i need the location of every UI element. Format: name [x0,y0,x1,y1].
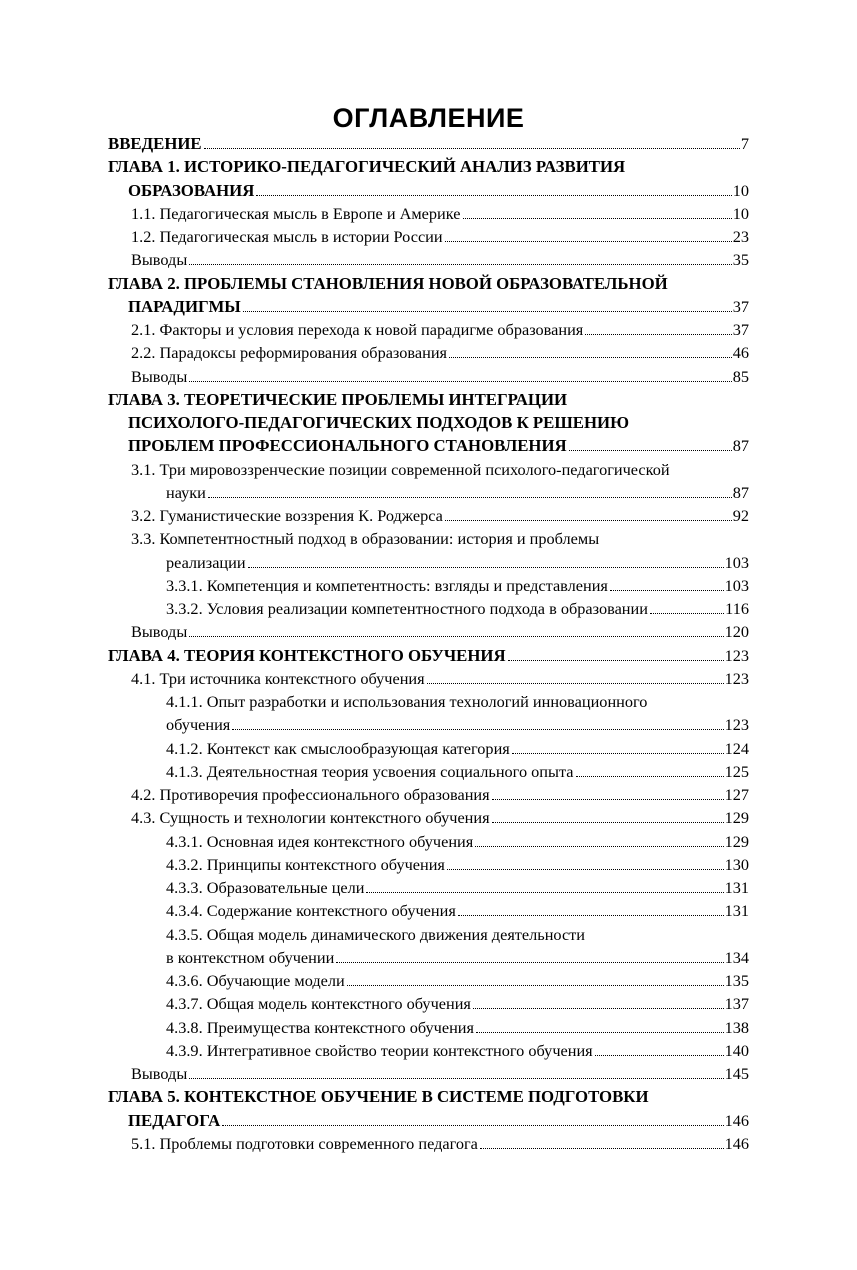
toc-page-number: 127 [724,785,749,804]
toc-entry[interactable] [166,969,749,992]
toc-page-number: 125 [724,761,749,781]
toc-page-number: 37 [732,296,749,316]
dot-leader [480,1147,724,1149]
toc-entry-title: ПСИХОЛОГО-ПЕДАГОГИЧЕСКИХ ПОДХОДОВ К РЕШЕНИЮ [128,413,629,432]
toc-entry-title: ГЛАВА 3. ТЕОРЕТИЧЕСКИЕ ПРОБЛЕМЫ ИНТЕГРАЦИИ [108,389,568,409]
toc-entry[interactable] [128,434,749,457]
toc-entry-title: Выводы [131,250,188,270]
toc-entry[interactable] [166,992,749,1015]
toc-page-number: 116 [725,599,749,618]
toc-entry[interactable] [131,527,749,550]
toc-entry[interactable] [166,899,749,922]
toc-entry-title: 4.3.1. Основная идея контекстного обучения [166,831,474,851]
toc-entry-title: науки [166,482,206,502]
dot-leader [336,961,723,963]
dot-leader [569,449,732,451]
toc-entry-title: 4.3.4. Содержание контекстного обучения [166,901,456,921]
toc-page-number: 10 [732,203,749,223]
toc-entry[interactable] [108,644,749,667]
toc-page-number: 7 [740,134,749,153]
dot-leader [458,914,724,916]
toc-page-number: 131 [724,901,749,921]
dot-leader [189,635,723,637]
dot-leader [366,891,723,893]
dot-leader [232,728,723,730]
dot-leader [492,798,724,800]
dot-leader [204,147,740,149]
toc-entry[interactable] [166,853,749,876]
toc-page-number: 123 [724,668,749,688]
toc-entry-title: обучения [166,715,231,735]
toc-entry-title: в контекстном обучении [166,947,335,967]
toc-entry-title: 4.3.5. Общая модель динамического движения деятельности [166,924,586,944]
toc-entry[interactable] [131,806,749,829]
toc-entry-title: 3.3.1. Компетенция и компетентность: взгляды и представления [166,575,608,595]
toc-entry-title: ПРОБЛЕМ ПРОФЕССИОНАЛЬНОГО СТАНОВЛЕНИЯ [128,436,567,456]
dot-leader [347,984,724,986]
toc-page-number: 92 [732,506,749,525]
toc-page-number: 130 [724,854,749,874]
toc-entry[interactable] [166,713,749,736]
toc-entry-title: 4.3.3. Образовательные цели [166,878,365,897]
dot-leader [445,519,732,521]
dot-leader [576,775,724,777]
toc-page-number: 135 [724,971,749,990]
dot-leader [473,1007,724,1009]
toc-entry-title: ПЕДАГОГА [128,1110,221,1130]
toc-entry[interactable] [108,1085,749,1108]
toc-entry[interactable] [128,295,749,318]
toc-entry-title: реализации [166,552,246,572]
dot-leader [256,194,731,196]
toc-page-number: 138 [724,1017,749,1037]
toc-entry[interactable] [128,411,749,434]
dot-leader [650,612,724,614]
dot-leader [512,752,724,754]
toc-entry-title: ГЛАВА 1. ИСТОРИКО-ПЕДАГОГИЧЕСКИЙ АНАЛИЗ РАЗВИТИЯ [108,157,626,177]
toc-entry[interactable] [166,737,749,760]
dot-leader [189,263,731,265]
toc-entry[interactable] [166,876,749,899]
toc-entry[interactable] [128,1109,749,1132]
page-title: ОГЛАВЛЕНИЕ [332,103,525,133]
dot-leader [492,821,724,823]
toc-page-number: 146 [724,1110,749,1130]
dot-leader [222,1124,723,1126]
toc-entry[interactable] [131,458,749,481]
toc-entry[interactable] [131,504,749,527]
toc-entry-title: 4.3. Сущность и технологии контекстного обучения [131,808,490,828]
toc-page-number: 10 [732,180,749,200]
toc-entry[interactable] [166,923,749,946]
toc-entry[interactable] [131,225,749,248]
toc-page-number: 37 [732,320,749,339]
toc-entry[interactable] [131,667,749,690]
toc-entry-title: ПАРАДИГМЫ [128,296,241,316]
toc-entry[interactable] [166,946,749,969]
dot-leader [189,1077,723,1079]
toc-page-number: 129 [724,831,749,851]
toc-entry-title: ОБРАЗОВАНИЯ [128,180,255,200]
toc-page-number: 146 [724,1133,749,1153]
toc-entry[interactable] [166,481,749,504]
toc-entry-title: ГЛАВА 5. КОНТЕКСТНОЕ ОБУЧЕНИЕ В СИСТЕМЕ ПОДГОТОВКИ [108,1087,649,1107]
toc-page-number: 103 [724,552,749,572]
toc-entry-title: 4.3.2. Принципы контекстного обучения [166,854,445,874]
toc-entry-title: 4.3.8. Преимущества контекстного обучения [166,1017,474,1037]
toc-entry[interactable] [108,155,749,178]
toc-entry-title: 2.2. Парадоксы реформирования образования [131,343,448,363]
toc-page-number: 85 [732,366,749,386]
dot-leader [508,659,724,661]
toc-page-number: 123 [724,715,749,735]
toc-entry[interactable] [131,248,749,271]
toc-entry[interactable] [131,620,749,643]
toc-entry-title: 3.2. Гуманистические воззрения К. Роджерса [131,506,443,525]
toc-entry-title: 4.1.3. Деятельностная теория усвоения социального опыта [166,761,574,781]
toc-entry[interactable] [166,830,749,853]
toc-entry-title: 4.2. Противоречия профессионального образования [131,785,490,804]
toc-page-number: 137 [724,994,749,1014]
toc-page-number: 103 [724,575,749,595]
toc-page-number: 131 [724,878,749,897]
toc-entry-title: 4.3.9. Интегративное свойство теории контекстного обучения [166,1040,593,1060]
toc-page-number: 23 [732,227,749,246]
toc-entry[interactable] [131,365,749,388]
toc-entry[interactable] [166,574,749,597]
dot-leader [610,589,724,591]
toc-entry[interactable] [166,760,749,783]
toc-page-number: 134 [724,947,749,967]
toc-page-number: 35 [732,250,749,270]
toc-entry[interactable] [166,1039,749,1062]
toc-page-number: 145 [724,1064,749,1083]
toc-page-number: 46 [732,343,749,363]
toc-entry-title: 4.1. Три источника контекстного обучения [131,668,425,688]
toc-page-number: 123 [724,645,749,665]
dot-leader [476,1031,724,1033]
toc-entry-title: 4.3.6. Обучающие модели [166,971,345,990]
toc-entry[interactable] [108,388,749,411]
toc-entry-title: 4.1.1. Опыт разработки и использования технологий инновационного [166,692,648,711]
dot-leader [447,868,724,870]
toc-entry-title: Выводы [131,622,188,642]
dot-leader [208,496,732,498]
toc-entry-title: ГЛАВА 2. ПРОБЛЕМЫ СТАНОВЛЕНИЯ НОВОЙ ОБРАЗОВАТЕЛЬНОЙ [108,273,668,293]
dot-leader [243,310,732,312]
toc-entry-title: 1.1. Педагогическая мысль в Европе и Америке [131,203,461,223]
dot-leader [427,682,724,684]
toc-entry[interactable] [131,202,749,225]
dot-leader [445,240,732,242]
toc-entry[interactable] [131,341,749,364]
toc-entry[interactable] [166,597,749,620]
toc-entry-title: 3.1. Три мировоззренческие позиции современной психолого-педагогической [131,459,670,479]
toc-entry-title: Выводы [131,1064,188,1083]
dot-leader [585,333,731,335]
toc-entry[interactable] [166,1016,749,1039]
dot-leader [248,566,724,568]
toc-entry-title: Выводы [131,366,188,386]
toc-page-number: 140 [724,1040,749,1060]
toc-entry-title: 2.1. Факторы и условия перехода к новой парадигме образования [131,320,584,339]
toc-entry[interactable] [108,272,749,295]
dot-leader [463,217,732,219]
toc-entry-title: 3.3. Компетентностный подход в образовании: история и проблемы [131,529,600,549]
toc-page-number: 129 [724,808,749,828]
toc-entry-title: ГЛАВА 4. ТЕОРИЯ КОНТЕКСТНОГО ОБУЧЕНИЯ [108,645,506,665]
dot-leader [449,356,732,358]
toc-entry-title: 4.3.7. Общая модель контекстного обучения [166,994,471,1014]
toc-page-number: 124 [724,738,749,758]
toc-entry-title: ВВЕДЕНИЕ [108,134,202,153]
toc-page-number: 87 [732,436,749,456]
toc-entry-title: 5.1. Проблемы подготовки современного педагога [131,1133,478,1153]
toc-entry[interactable] [131,1062,749,1085]
toc-entry[interactable] [128,179,749,202]
dot-leader [189,380,731,382]
toc-page-number: 120 [724,622,749,642]
toc-entry[interactable] [131,318,749,341]
toc-page-number: 87 [732,482,749,502]
toc-entry-title: 1.2. Педагогическая мысль в истории России [131,227,443,246]
dot-leader [595,1054,724,1056]
toc-entry[interactable] [108,132,749,155]
toc-entry[interactable] [131,783,749,806]
toc-entry[interactable] [166,690,749,713]
toc-entry-title: 4.1.2. Контекст как смыслообразующая категория [166,738,510,758]
toc-entry[interactable] [131,1132,749,1155]
toc-entry[interactable] [166,551,749,574]
dot-leader [475,845,723,847]
toc-entry-title: 3.3.2. Условия реализации компетентностного подхода в образовании [166,599,648,618]
